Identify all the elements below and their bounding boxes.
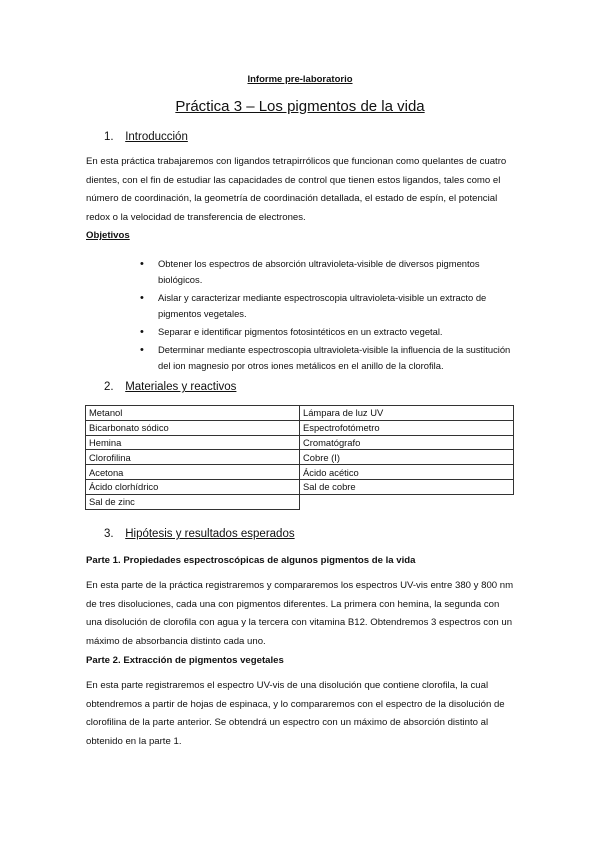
materials-table (85, 405, 514, 510)
section-intro-heading (104, 131, 188, 143)
table-row (86, 494, 514, 509)
section-title: Introducción (125, 131, 188, 143)
objectives-list (130, 256, 520, 376)
table-cell: Acetona (86, 465, 300, 480)
objective-item: • Separar e identificar pigmentos fotosintéticos en un extracto vegetal. (130, 324, 520, 340)
table-cell: Cobre (I) (300, 450, 514, 465)
table-cell: Bicarbonato sódico (86, 420, 300, 435)
table-row (86, 435, 514, 450)
objective-item: • Determinar mediante espectroscopia ultravioleta-visible la influencia de la sustitución del ion magnesio por otros iones metálicos en el anillo de la clorofila. (130, 342, 520, 374)
section-number: 1. (104, 131, 114, 143)
section-title: Materiales y reactivos (125, 381, 237, 393)
table-cell: Ácido clorhídrico (86, 479, 300, 494)
report-kicker: Informe pre-laboratorio (247, 74, 353, 85)
table-cell: Sal de cobre (300, 479, 514, 494)
table-row (86, 479, 514, 494)
table-cell: Cromatógrafo (300, 435, 514, 450)
section-hypothesis-heading (104, 528, 295, 540)
objective-item: • Obtener los espectros de absorción ultravioleta-visible de diversos pigmentos biológicos. (130, 256, 520, 288)
part2-title: Parte 2. Extracción de pigmentos vegetales (86, 655, 284, 666)
page-title: Práctica 3 – Los pigmentos de la vida (175, 98, 425, 115)
table-cell: Hemina (86, 435, 300, 450)
table-cell: Ácido acético (300, 465, 514, 480)
objectives-heading: Objetivos (86, 230, 130, 241)
table-cell: Metanol (86, 406, 300, 421)
table-cell: Espectrofotómetro (300, 420, 514, 435)
part1-title: Parte 1. Propiedades espectroscópicas de algunos pigmentos de la vida (86, 555, 416, 566)
section-number: 3. (104, 528, 114, 540)
part1-paragraph: En esta parte de la práctica registraremos y compararemos los espectros UV-vis entre 380 y 800 nm de tres disoluciones, cada una con pigmentos diferentes. La primera con hemina, la segunda con una disolución de clorofila con agua y la tercera con vitamina B12. Obtendremos 3 espectros con un máximo de absorbancia distinto cada uno. (86, 580, 514, 647)
table-row (86, 420, 514, 435)
table-row (86, 450, 514, 465)
part2-paragraph: En esta parte registraremos el espectro UV-vis de una disolución que contiene clorofila, la cual obtendremos a partir de hojas de espinaca, y lo compararemos con el espectro de la disolución de clorofilina de la parte anterior. Se obtendrá un espectro con un máximo de absorción distinto al obtenido en la parte 1. (86, 680, 505, 747)
objective-item: • Aislar y caracterizar mediante espectroscopia ultravioleta-visible un extracto de pigmentos vegetales. (130, 290, 520, 322)
section-title: Hipótesis y resultados esperados (125, 528, 295, 540)
table-row (86, 406, 514, 421)
table-cell: Lámpara de luz UV (300, 406, 514, 421)
table-cell: Sal de zinc (86, 494, 300, 509)
table-cell-empty (300, 494, 514, 509)
section-number: 2. (104, 381, 114, 393)
section-materials-heading (104, 381, 236, 393)
table-cell: Clorofilina (86, 450, 300, 465)
intro-paragraph: En esta práctica trabajaremos con ligandos tetrapirrólicos que funcionan como quelantes de cuatro dientes, con el fin de estudiar las capacidades de control que tienen estos ligandos, tales como el número de coordinación, la geometría de coordinación detallada, el estado de espín, el potencial redox o la velocidad de transferencia de electrones. (86, 156, 507, 223)
table-row (86, 465, 514, 480)
